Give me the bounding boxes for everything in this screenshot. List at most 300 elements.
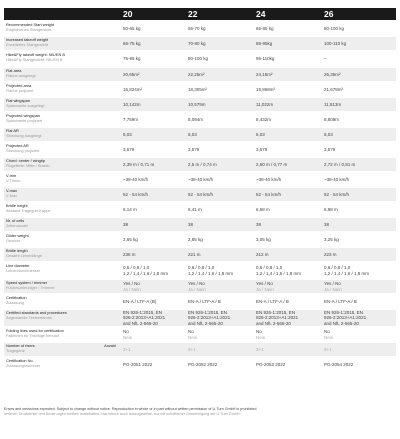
row-label-primary: Speed system / trimmer xyxy=(6,281,48,285)
value-cell-size-24 xyxy=(256,233,319,246)
table-row xyxy=(4,143,396,156)
table-row xyxy=(4,188,396,201)
value-text: 11,022m xyxy=(256,101,274,107)
value-text: No xyxy=(188,329,194,335)
value-cell-size-26 xyxy=(324,295,396,308)
row-label-primary: Projected wingspan xyxy=(6,114,40,118)
row-label-secondary: Fußbeschleuniger / Trimmer xyxy=(6,285,55,290)
table-row xyxy=(4,263,396,278)
value-text: 8,094m xyxy=(188,116,204,122)
value-cell-size-24 xyxy=(256,98,319,111)
value-text: 10,142m xyxy=(123,101,141,107)
row-label-secondary: Leinendurchmesser xyxy=(6,268,41,273)
value-text: ~38-40 km/h xyxy=(256,176,282,182)
value-text: EN-A / LTF-A / B xyxy=(256,298,289,304)
value-cell-size-26 xyxy=(324,358,396,371)
value-cell-size-24 xyxy=(256,37,319,50)
value-cell-size-20 xyxy=(123,143,183,156)
row-label-primary: Flat AR xyxy=(6,129,19,133)
row-label-secondary: Hike&Fly Startgewicht: NfL/EN B xyxy=(6,57,63,62)
value-text: Nein xyxy=(123,334,133,340)
value-cell-size-26 xyxy=(324,280,396,293)
value-cell-size-20 xyxy=(123,68,183,81)
row-label xyxy=(6,359,120,368)
value-cell-size-20 xyxy=(123,280,183,293)
value-cell-size-24 xyxy=(256,248,319,261)
value-cell-size-24 xyxy=(256,328,319,341)
value-text: Nein xyxy=(256,334,266,340)
row-label xyxy=(6,114,120,123)
value-cell-size-24 xyxy=(256,358,319,371)
table-row xyxy=(4,218,396,231)
table-row xyxy=(4,310,396,326)
row-label-primary: V-trim xyxy=(6,174,17,178)
value-cell-size-22 xyxy=(188,328,251,341)
value-text: 65-85 kg xyxy=(256,25,274,31)
value-text: 50-65 kg xyxy=(123,25,141,31)
value-cell-size-24 xyxy=(256,22,319,35)
value-text: Ja / Nein xyxy=(188,286,206,292)
value-text: 3,579 xyxy=(188,146,200,152)
value-text: Ja / Nein xyxy=(123,286,141,292)
value-cell-size-20 xyxy=(123,173,183,186)
value-text: 2,65 kg xyxy=(123,236,138,242)
value-text: Yes / No xyxy=(324,281,341,287)
value-text: 52 - 54 km/h xyxy=(324,191,350,197)
value-text: 6,98 m xyxy=(324,206,338,212)
value-cell-size-26 xyxy=(324,233,396,246)
value-cell-size-20 xyxy=(123,158,183,171)
value-text: 7,759m xyxy=(123,116,139,122)
value-text: 38 xyxy=(324,221,330,227)
value-text: Yes / No xyxy=(256,281,273,287)
value-text: No xyxy=(324,329,330,335)
value-cell-size-20 xyxy=(123,233,183,246)
value-cell-size-20 xyxy=(123,358,183,371)
row-label-secondary: Spannweite projiziert xyxy=(6,118,43,123)
value-text: 1,2 / 1,4 / 1,6 / 1,8 mm xyxy=(123,270,169,276)
value-text: EN-A / LTF-A (B) xyxy=(123,298,157,304)
value-text: PG-2054 2022 xyxy=(324,361,354,367)
value-cell-size-22 xyxy=(188,203,251,216)
value-text: Ja / Nein xyxy=(324,286,342,292)
row-label xyxy=(6,234,120,243)
row-label-secondary: Tragegurte xyxy=(6,348,25,353)
value-cell-size-24 xyxy=(256,263,319,278)
value-text: EN 926-1:2015, EN xyxy=(256,310,296,316)
table-row xyxy=(4,280,396,293)
size-header-22: 22 xyxy=(188,9,198,19)
value-cell-size-22 xyxy=(188,128,251,141)
value-cell-size-24 xyxy=(256,128,319,141)
value-text: and NfL 2-565-20 xyxy=(123,320,158,326)
value-cell-size-26 xyxy=(324,343,396,356)
value-cell-size-20 xyxy=(123,98,183,111)
table-row xyxy=(4,328,396,341)
value-text: 24,15m² xyxy=(256,71,273,77)
value-cell-size-26 xyxy=(324,158,396,171)
value-text: 80-100 kg xyxy=(188,56,209,62)
value-text: 3+1 xyxy=(256,346,264,352)
value-text: No xyxy=(123,329,129,335)
value-text: 38 xyxy=(256,221,262,227)
value-cell-size-24 xyxy=(256,203,319,216)
row-label-secondary: Gesamt Leinenlänge xyxy=(6,253,42,258)
value-cell-size-24 xyxy=(256,295,319,308)
row-label-primary: Certification xyxy=(6,296,27,300)
row-label-secondary: Flügeltiefe: Mitte / Stabilo xyxy=(6,163,50,168)
value-cell-size-20 xyxy=(123,218,183,231)
value-text: 11,513m xyxy=(324,101,342,107)
row-label-primary: Flat area xyxy=(6,69,22,73)
table-row xyxy=(4,52,396,66)
value-cell-size-22 xyxy=(188,218,251,231)
row-label-secondary: Spannweite ausgelegt xyxy=(6,103,45,108)
value-cell-size-22 xyxy=(188,52,251,66)
value-text: 52 - 54 km/h xyxy=(188,191,214,197)
row-label-primary: Glider weight xyxy=(6,234,29,238)
value-cell-size-24 xyxy=(256,173,319,186)
value-cell-size-24 xyxy=(256,52,319,66)
value-text: PG-2051 2022 xyxy=(123,361,153,367)
row-label-secondary: V-Max. xyxy=(6,193,19,198)
row-label xyxy=(6,129,120,138)
value-text: 0,6 / 0,8 / 1,0 xyxy=(188,265,215,271)
row-label-primary: Nr. of cells xyxy=(6,219,25,223)
value-text: 100-110 kg xyxy=(324,40,347,46)
row-label xyxy=(6,159,120,168)
value-text: 3,579 xyxy=(123,146,135,152)
value-text: EN 926-1:2015, EN xyxy=(123,310,163,316)
value-text: ~38-40 km/h xyxy=(188,176,214,182)
row-label-primary: Chord: center / wingtip xyxy=(6,159,45,163)
value-text: 926-2:2013+A1:2021 xyxy=(256,315,299,321)
row-label xyxy=(6,281,120,290)
value-text: 1,2 / 1,4 / 1,6 / 1,8 mm xyxy=(188,270,234,276)
value-text: 223 m xyxy=(324,251,337,257)
value-cell-size-20 xyxy=(123,188,183,201)
value-text: – xyxy=(324,56,327,62)
value-text: EN 926-1:2015, EN xyxy=(324,310,364,316)
value-text: Yes / No xyxy=(123,281,140,287)
value-text: PG-2052 2022 xyxy=(188,361,218,367)
value-cell-size-24 xyxy=(256,83,319,96)
row-label-primary: Folding lines used for certification xyxy=(6,329,64,333)
value-cell-size-22 xyxy=(188,343,251,356)
row-label xyxy=(6,264,120,273)
value-text: 85-95kg xyxy=(256,40,273,46)
value-cell-size-26 xyxy=(324,98,396,111)
value-text: 70-80 kg xyxy=(188,40,206,46)
value-cell-size-20 xyxy=(123,203,183,216)
value-text: Nein xyxy=(188,334,198,340)
size-header-20: 20 xyxy=(123,9,133,19)
value-text: 75-95 kg xyxy=(123,56,141,62)
table-row xyxy=(4,22,396,35)
value-text: 5,03 xyxy=(256,131,265,137)
footer-disclaimer-en: Errors and omissions expected. Subject to change without notice. Reproduction in whole or in part without written permission of U-Turn GmbH is prohibited. xyxy=(4,407,258,411)
value-cell-size-22 xyxy=(188,37,251,50)
value-text: 52 - 54 km/h xyxy=(123,191,149,197)
value-cell-size-20 xyxy=(123,83,183,96)
value-text: 3,579 xyxy=(324,146,336,152)
value-cell-size-22 xyxy=(188,248,251,261)
value-text: 0,6 / 0,8 / 1,0 xyxy=(324,265,351,271)
row-label-primary: V-max xyxy=(6,189,18,193)
row-label-secondary: Empfohlenes Startgewicht xyxy=(6,27,52,32)
value-text: 65-75 kg xyxy=(123,40,141,46)
value-cell-size-20 xyxy=(123,343,183,356)
value-cell-size-26 xyxy=(324,22,396,35)
value-text: 8,808m xyxy=(324,116,340,122)
row-label-primary: Bridle length xyxy=(6,249,28,253)
value-cell-size-24 xyxy=(256,343,319,356)
row-label xyxy=(6,204,120,213)
value-text: 55-70 kg xyxy=(188,25,206,31)
row-label-secondary: Angewandte Testverfahren xyxy=(6,315,53,320)
row-label xyxy=(6,311,120,320)
value-cell-size-26 xyxy=(324,188,396,201)
value-cell-size-22 xyxy=(188,358,251,371)
value-cell-size-20 xyxy=(123,248,183,261)
size-header-24: 24 xyxy=(256,9,266,19)
value-text: 0,6 / 0,8 / 1,0 xyxy=(256,265,283,271)
value-cell-size-20 xyxy=(123,263,183,278)
row-label-secondary: Erweitertes Startgewicht xyxy=(6,42,48,47)
value-text: 926-2:2013+A1:2021 xyxy=(188,315,231,321)
value-text: 6,14 m xyxy=(123,206,137,212)
value-cell-size-22 xyxy=(188,263,251,278)
value-text: 2,85 kg xyxy=(188,236,203,242)
value-text: 1,2 / 1,4 / 1,6 / 1,8 mm xyxy=(256,270,302,276)
table-row xyxy=(4,233,396,246)
value-text: 3+1 xyxy=(123,346,131,352)
row-label xyxy=(6,329,120,338)
value-text: 16,824m² xyxy=(123,86,143,92)
value-cell-size-24 xyxy=(256,188,319,201)
row-label-primary: Flat wingspan xyxy=(6,99,31,103)
value-text: 26,35m² xyxy=(324,71,341,77)
value-cell-size-26 xyxy=(324,52,396,66)
value-cell-size-26 xyxy=(324,310,396,326)
value-cell-size-20 xyxy=(123,52,183,66)
value-text: 5,03 xyxy=(123,131,132,137)
table-row xyxy=(4,203,396,216)
table-row xyxy=(4,295,396,308)
size-header-26: 26 xyxy=(324,9,334,19)
value-text: 212 m xyxy=(256,251,269,257)
row-label xyxy=(6,99,120,108)
value-cell-size-24 xyxy=(256,158,319,171)
value-cell-size-20 xyxy=(123,37,183,50)
value-cell-size-22 xyxy=(188,310,251,326)
value-text: 95-110kg xyxy=(256,56,275,62)
value-text: 21,678m² xyxy=(324,86,344,92)
table-row xyxy=(4,343,396,356)
row-label-secondary: Faltleinen für Testflüge benutzt xyxy=(6,333,59,338)
row-label-primary: Recommended Start weight xyxy=(6,23,55,27)
value-cell-size-26 xyxy=(324,128,396,141)
row-label-secondary: Abstand Tragegurt-Kappe xyxy=(6,208,51,213)
row-label-secondary: Zulassung xyxy=(6,300,24,305)
row-label xyxy=(6,219,120,228)
row-label-primary: Increased takeoff weight xyxy=(6,38,49,42)
value-cell-size-26 xyxy=(324,83,396,96)
row-label xyxy=(6,189,120,198)
value-text: 926-2:2013+A1:2021 xyxy=(123,315,166,321)
value-text: PG-2053 2022 xyxy=(256,361,286,367)
table-row xyxy=(4,128,396,141)
value-cell-size-22 xyxy=(188,158,251,171)
value-text: 20,65m² xyxy=(123,71,140,77)
row-label-primary: Line diameter xyxy=(6,264,30,268)
row-label xyxy=(6,23,120,32)
value-text: and NfL 2-565-20 xyxy=(324,320,359,326)
row-label-secondary: Zulassungsnummer xyxy=(6,363,41,368)
table-row xyxy=(4,68,396,81)
row-label-secondary: Streckung projiziert xyxy=(6,148,40,153)
table-row xyxy=(4,83,396,96)
row-label-primary: Hike&Fly takeoff weight: NfL/EN B xyxy=(6,53,65,57)
row-label xyxy=(6,174,120,183)
value-text: 52 - 54 km/h xyxy=(256,191,282,197)
row-label-secondary: V-Trimm xyxy=(6,178,21,183)
value-cell-size-26 xyxy=(324,173,396,186)
row-label xyxy=(6,38,120,47)
value-cell-size-22 xyxy=(188,188,251,201)
value-cell-size-22 xyxy=(188,83,251,96)
row-label-primary: Number of risers xyxy=(6,344,35,348)
row-label xyxy=(6,296,120,305)
value-text: 19,868m² xyxy=(256,86,276,92)
value-text: 38 xyxy=(123,221,129,227)
row-label xyxy=(6,144,120,153)
row-label-primary: Bridle height xyxy=(6,204,28,208)
value-text: 22,25m² xyxy=(188,71,205,77)
value-cell-size-20 xyxy=(123,295,183,308)
value-cell-size-20 xyxy=(123,328,183,341)
value-text: 10,579m xyxy=(188,101,206,107)
value-cell-size-26 xyxy=(324,37,396,50)
value-cell-size-22 xyxy=(188,98,251,111)
value-text: 2,39 m / 0,71 m xyxy=(123,161,155,167)
row-label-secondary: Zellenanzahl xyxy=(6,223,29,228)
value-cell-size-24 xyxy=(256,218,319,231)
value-cell-size-22 xyxy=(188,143,251,156)
value-text: 3,25 kg xyxy=(324,236,339,242)
value-cell-size-22 xyxy=(188,68,251,81)
value-cell-size-22 xyxy=(188,233,251,246)
value-cell-size-26 xyxy=(324,248,396,261)
table-header xyxy=(4,8,396,20)
value-cell-size-20 xyxy=(123,22,183,35)
value-text: 3,579 xyxy=(256,146,268,152)
value-cell-size-24 xyxy=(256,68,319,81)
row-label-primary: Certification No. xyxy=(6,359,34,363)
row-label-primary: Certified standards and procedures xyxy=(6,311,67,315)
row-label-primary: Projected area xyxy=(6,84,32,88)
value-text: 80-100 kg xyxy=(324,25,345,31)
value-text: 6,68 m xyxy=(256,206,270,212)
value-cell-size-26 xyxy=(324,68,396,81)
table-row xyxy=(4,113,396,126)
value-text: 0,6 / 0,8 / 1,0 xyxy=(123,265,150,271)
value-text: 2,72 m / 0,81 m xyxy=(324,161,356,167)
value-text: 2,5 m / 0,74 m xyxy=(188,161,217,167)
value-cell-size-24 xyxy=(256,280,319,293)
value-cell-size-22 xyxy=(188,295,251,308)
value-text: ~38-40 km/h xyxy=(324,176,350,182)
value-cell-size-26 xyxy=(324,143,396,156)
value-text: 5,03 xyxy=(188,131,197,137)
table-row xyxy=(4,358,396,371)
row-label-secondary: Fläche ausgelegt xyxy=(6,73,36,78)
table-row xyxy=(4,158,396,171)
value-text: 5,03 xyxy=(324,131,333,137)
value-text: 3+1 xyxy=(188,346,196,352)
row-label-secondary: Gewicht xyxy=(6,238,21,243)
value-text: 8,432m xyxy=(256,116,272,122)
row-label-secondary: Streckung ausgelegt xyxy=(6,133,42,138)
value-text: 2,60 m / 0,77 m xyxy=(256,161,288,167)
value-text: 6,41 m xyxy=(188,206,202,212)
value-text: and NfL 2-565-20 xyxy=(256,320,291,326)
value-cell-size-24 xyxy=(256,113,319,126)
row-label-primary: Projected AR xyxy=(6,144,29,148)
value-text: Yes / No xyxy=(188,281,205,287)
value-text: No xyxy=(256,329,262,335)
value-cell-size-22 xyxy=(188,280,251,293)
value-text: and NfL 2-565-20 xyxy=(188,320,223,326)
row-label xyxy=(6,69,120,78)
row-label-secondary: Fläche projiziert xyxy=(6,88,34,93)
table-row xyxy=(4,248,396,261)
value-cell-size-20 xyxy=(123,128,183,141)
value-text: 1,2 / 1,4 / 1,6 / 1,8 mm xyxy=(324,270,370,276)
value-cell-size-20 xyxy=(123,113,183,126)
value-text: 3,05 kg xyxy=(256,236,271,242)
value-cell-size-26 xyxy=(324,328,396,341)
value-text: Ja / Nein xyxy=(256,286,274,292)
value-text: 236 m xyxy=(123,251,136,257)
row-label-primary-right: Anzahl xyxy=(104,344,116,348)
table-row xyxy=(4,37,396,50)
value-cell-size-24 xyxy=(256,310,319,326)
value-text: 926-2:2013+A1:2021 xyxy=(324,315,367,321)
value-text: EN-A / LTF-A / B xyxy=(324,298,357,304)
value-cell-size-20 xyxy=(123,310,183,326)
row-label xyxy=(6,344,120,353)
row-label xyxy=(6,249,120,258)
value-text: 38 xyxy=(188,221,194,227)
value-text: EN-A / LTF-A / B xyxy=(188,298,221,304)
value-text: ~38-40 km/h xyxy=(123,176,149,182)
row-label xyxy=(6,84,120,93)
value-cell-size-22 xyxy=(188,113,251,126)
table-row xyxy=(4,173,396,186)
table-row xyxy=(4,98,396,111)
value-cell-size-26 xyxy=(324,113,396,126)
value-cell-size-22 xyxy=(188,22,251,35)
value-cell-size-24 xyxy=(256,143,319,156)
value-cell-size-26 xyxy=(324,263,396,278)
value-cell-size-22 xyxy=(188,173,251,186)
value-text: 18,305m² xyxy=(188,86,208,92)
footer-disclaimer-de: Irrtümer, Druckfehler und Änderungen bleiben vorbehalten. Nachdruck auch auszugsweise, nur mit schriftlicher Genehmigung der U-Turn GmbH. xyxy=(4,412,241,416)
row-label xyxy=(6,53,120,62)
value-cell-size-26 xyxy=(324,218,396,231)
value-text: 221 m xyxy=(188,251,201,257)
